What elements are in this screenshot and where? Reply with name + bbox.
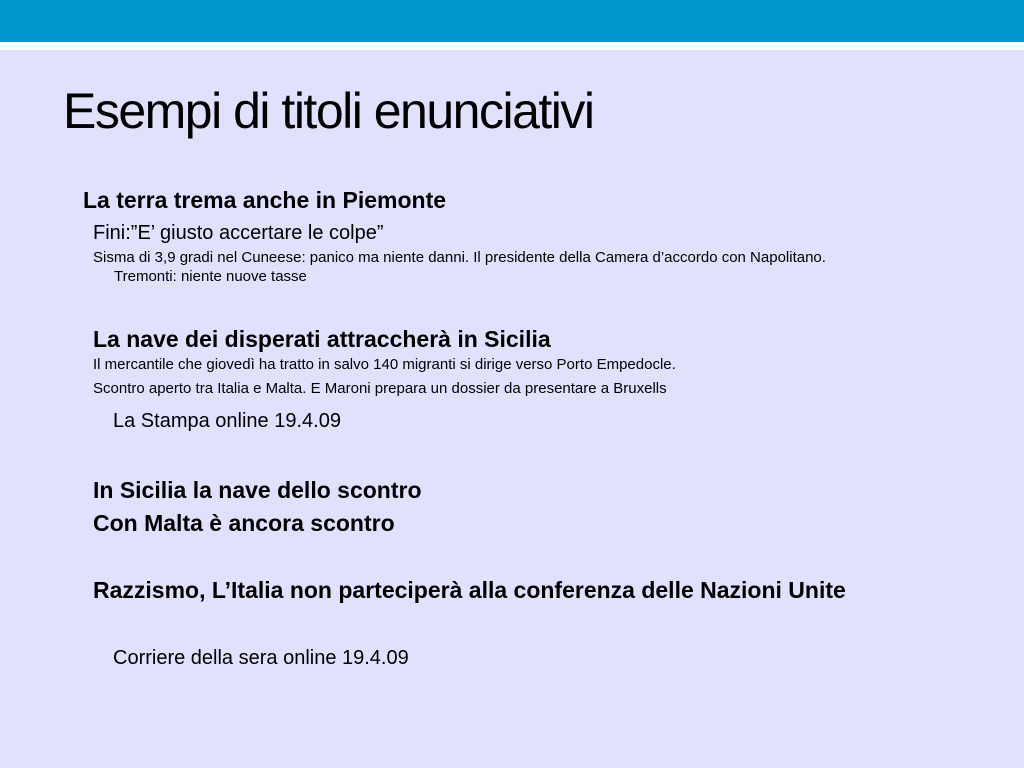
- top-accent-bar: [0, 0, 1024, 42]
- headline-sicilia-nave-scontro: In Sicilia la nave dello scontro: [93, 477, 422, 503]
- headline-razzismo: Razzismo, L’Italia non parteciperà alla conferenza delle Nazioni Unite: [93, 577, 846, 603]
- subheadline-sisma-line1: Sisma di 3,9 gradi nel Cuneese: panico ma niente danni. Il presidente della Camera d’accordo con Napolitano.: [93, 249, 826, 266]
- subheadline-scontro-malta: Scontro aperto tra Italia e Malta. E Maroni prepara un dossier da presentare a Bruxells: [93, 380, 667, 397]
- slide-title: Esempi di titoli enunciativi: [63, 83, 594, 139]
- top-white-stripe: [0, 42, 1024, 50]
- headline-piemonte: La terra trema anche in Piemonte: [83, 187, 447, 213]
- headline-malta-scontro: Con Malta è ancora scontro: [93, 510, 395, 536]
- source-corriere: Corriere della sera online 19.4.09: [113, 647, 409, 669]
- headline-nave-disperati: La nave dei disperati attraccherà in Sicilia: [93, 326, 551, 352]
- subheadline-sisma-line2: Tremonti: niente nuove tasse: [114, 267, 307, 285]
- subheadline-fini: Fini:”E’ giusto accertare le colpe”: [93, 222, 384, 244]
- source-la-stampa: La Stampa online 19.4.09: [113, 410, 341, 432]
- subheadline-sisma: [93, 249, 963, 287]
- subheadline-mercantile: Il mercantile che giovedì ha tratto in salvo 140 migranti si dirige verso Porto Empedocle.: [93, 356, 676, 373]
